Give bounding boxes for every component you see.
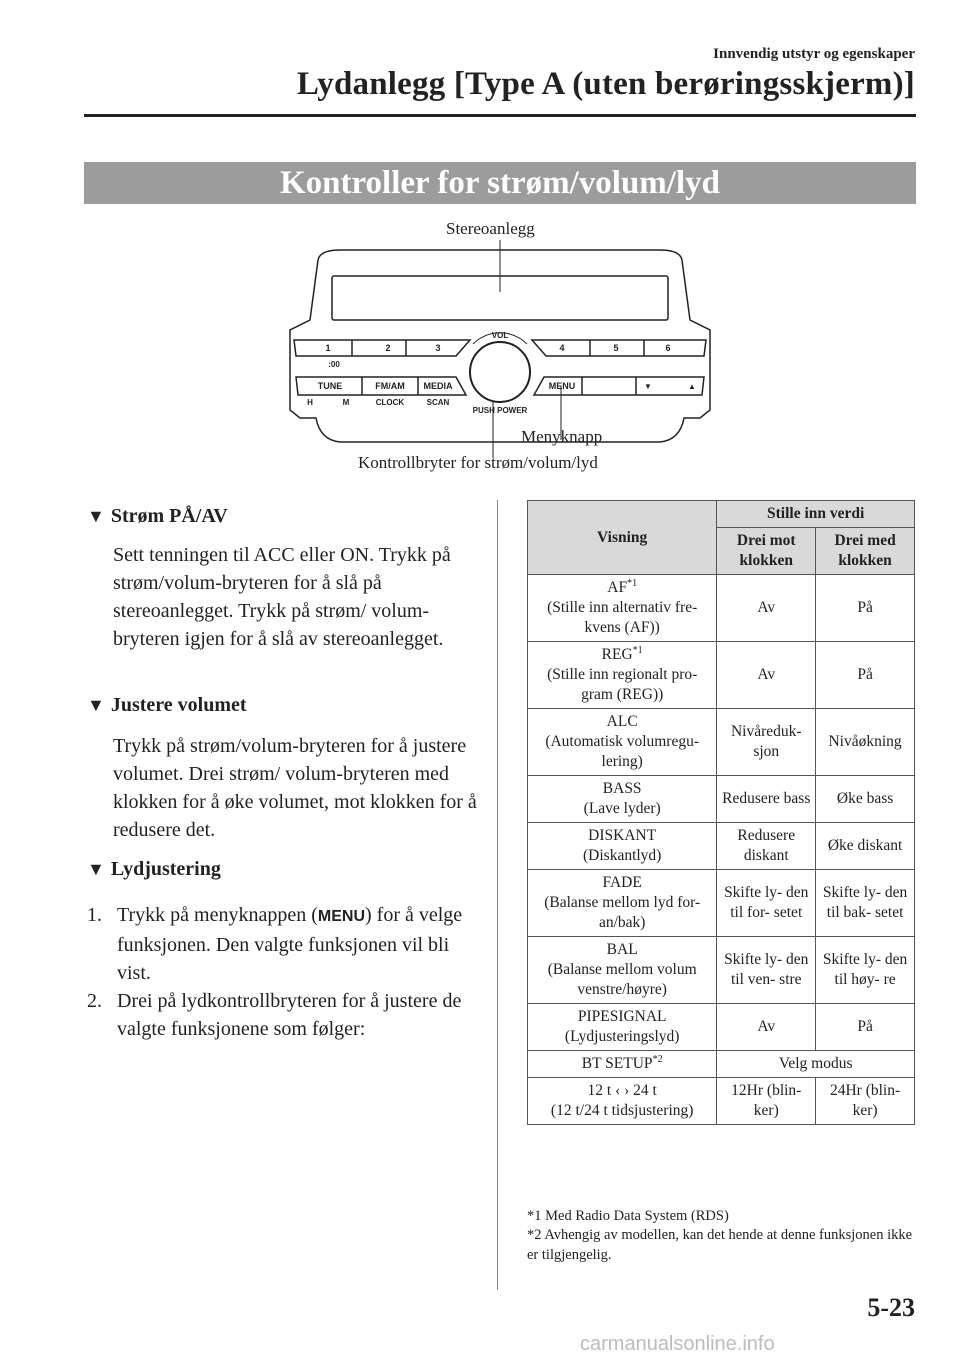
table-cell-ccw: Skifte ly- den til ven- stre (717, 937, 816, 1004)
heading-sound: ▼ Lydjustering (87, 858, 221, 880)
running-header-section: Innvendig utstyr og egenskaper (713, 46, 915, 62)
running-header-title: Lydanlegg [Type A (uten berøringsskjerm)] (296, 66, 915, 102)
tune-label: TUNE (317, 381, 343, 391)
table-row (528, 823, 915, 870)
table-cell-cw: Øke diskant (816, 823, 915, 870)
menu-label: MENU (548, 381, 576, 391)
footnote-1: *1 Med Radio Data System (RDS) (527, 1208, 729, 1224)
table-row (528, 709, 915, 776)
heading-power: ▼ Strøm PÅ/AV (87, 505, 228, 527)
fmam-label: FM/AM (375, 381, 405, 391)
triangle-down-icon: ▼ (87, 859, 105, 879)
watermark: carmanualsonline.info (580, 1333, 775, 1355)
header-visning: Visning (528, 501, 717, 575)
callout-stereo: Stereoanlegg (446, 219, 535, 238)
footnote-2: *2 Avhengig av modellen, kan det hende at denne funksjonen ikke er tilgjengelig. (527, 1227, 913, 1263)
triangle-down-icon: ▼ (87, 506, 105, 526)
table-cell-cw: På (816, 575, 915, 642)
callout-menu-button: Menyknapp (521, 427, 603, 446)
scan-label: SCAN (426, 398, 450, 407)
clock-label: CLOCK (375, 398, 405, 407)
table-cell-cw: Skifte ly- den til bak- setet (816, 870, 915, 937)
sound-settings-table (527, 500, 915, 1125)
table-cell-display: BAL (Balanse mellom volum venstre/høyre) (528, 937, 717, 1004)
stereo-panel-diagram (280, 240, 720, 470)
table-row (528, 1004, 915, 1051)
heading-volume: ▼ Justere volumet (87, 694, 247, 716)
steps-list (87, 901, 477, 1043)
table-cell-ccw: Nivåreduk- sjon (717, 709, 816, 776)
svg-text:▼: ▼ (644, 382, 652, 391)
table-cell-cw: Skifte ly- den til høy- re (816, 937, 915, 1004)
table-cell-ccw: Redusere diskant (717, 823, 816, 870)
table-cell-display: REG$^{*1}$ (Stille inn regionalt pro- gram (REG)) (528, 642, 717, 709)
list-item: 2. Drei på lydkontrollbryteren for å justere de valgte funksjonene som følger: (87, 990, 462, 1040)
header-cw: Drei med klokken (816, 528, 915, 575)
table-row (528, 937, 915, 1004)
table-cell-ccw: Av (717, 575, 816, 642)
table-row: 12 t ‹ › 24 t (12 t/24 t tidsjustering) 12Hr (blin- ker) 24Hr (blin- ker) (528, 1078, 915, 1125)
paragraph-power: Sett tenningen til ACC eller ON. Trykk på strøm/volum-bryteren for å slå på stereoanlegget. Trykk på strøm/ volum-bryteren igjen for å slå av stereoanlegget. (113, 544, 451, 650)
table-cell-display: ALC (Automatisk volumregu- lering) (528, 709, 717, 776)
table-row (528, 642, 915, 709)
table-cell-cw: Øke bass (816, 776, 915, 823)
page-number: 5-23 (867, 1293, 915, 1322)
push-power-label: PUSH POWER (472, 406, 528, 415)
table-cell-ccw: Av (717, 642, 816, 709)
h-label: H (307, 398, 313, 407)
table-cell-ccw: Redusere bass (717, 776, 816, 823)
preset-2-label: 2 (385, 343, 391, 353)
table-cell-display: DISKANT (Diskantlyd) (528, 823, 717, 870)
preset-3-label: 3 (435, 343, 441, 353)
callout-knob: Kontrollbryter for strøm/volum/lyd (358, 453, 598, 472)
media-label: MEDIA (423, 381, 453, 391)
menu-key-label: MENU (317, 908, 366, 925)
header-setting: Stille inn verdi (717, 501, 915, 528)
section-title-band: Kontroller for strøm/volum/lyd (84, 162, 916, 204)
preset-6-label: 6 (665, 343, 671, 353)
table-row: BT SETUP$^{*2}$ Velg modus (528, 1051, 915, 1078)
svg-text:▲: ▲ (688, 382, 696, 391)
table-cell-display: FADE (Balanse mellom lyd for- an/bak) (528, 870, 717, 937)
table-cell-ccw: Av (717, 1004, 816, 1051)
m-label: M (342, 398, 350, 407)
preset-5-label: 5 (613, 343, 619, 353)
header-ccw: Drei mot klokken (717, 528, 816, 575)
table-cell-display: PIPESIGNAL (Lydjusteringslyd) (528, 1004, 717, 1051)
table-row (528, 870, 915, 937)
preset-4-label: 4 (559, 343, 565, 353)
table-cell-display: BASS (Lave lyder) (528, 776, 717, 823)
triangle-down-icon: ▼ (87, 695, 105, 715)
table-cell-cw: På (816, 1004, 915, 1051)
vol-label: VOL (491, 331, 509, 340)
table-row (528, 575, 915, 642)
table-cell-cw: Nivåøkning (816, 709, 915, 776)
table-cell-cw: På (816, 642, 915, 709)
header-rule (84, 114, 916, 117)
column-divider (497, 500, 498, 1290)
table-cell-display: AF$^{*1}$ (Stille inn alternativ fre- kvens (AF)) (528, 575, 717, 642)
list-item: 1. Trykk på menyknappen (MENU) for å velge funksjonen. Den valgte funksjonen vil bli vist. (87, 904, 463, 984)
table-cell-ccw: Skifte ly- den til for- setet (717, 870, 816, 937)
paragraph-volume: Trykk på strøm/volum-bryteren for å justere volumet. Drei strøm/ volum-bryteren med klokken for å øke volumet, mot klokken for å redusere det. (113, 735, 477, 841)
zero-label: :00 (328, 360, 340, 369)
table-row (528, 776, 915, 823)
preset-1-label: 1 (325, 343, 331, 353)
